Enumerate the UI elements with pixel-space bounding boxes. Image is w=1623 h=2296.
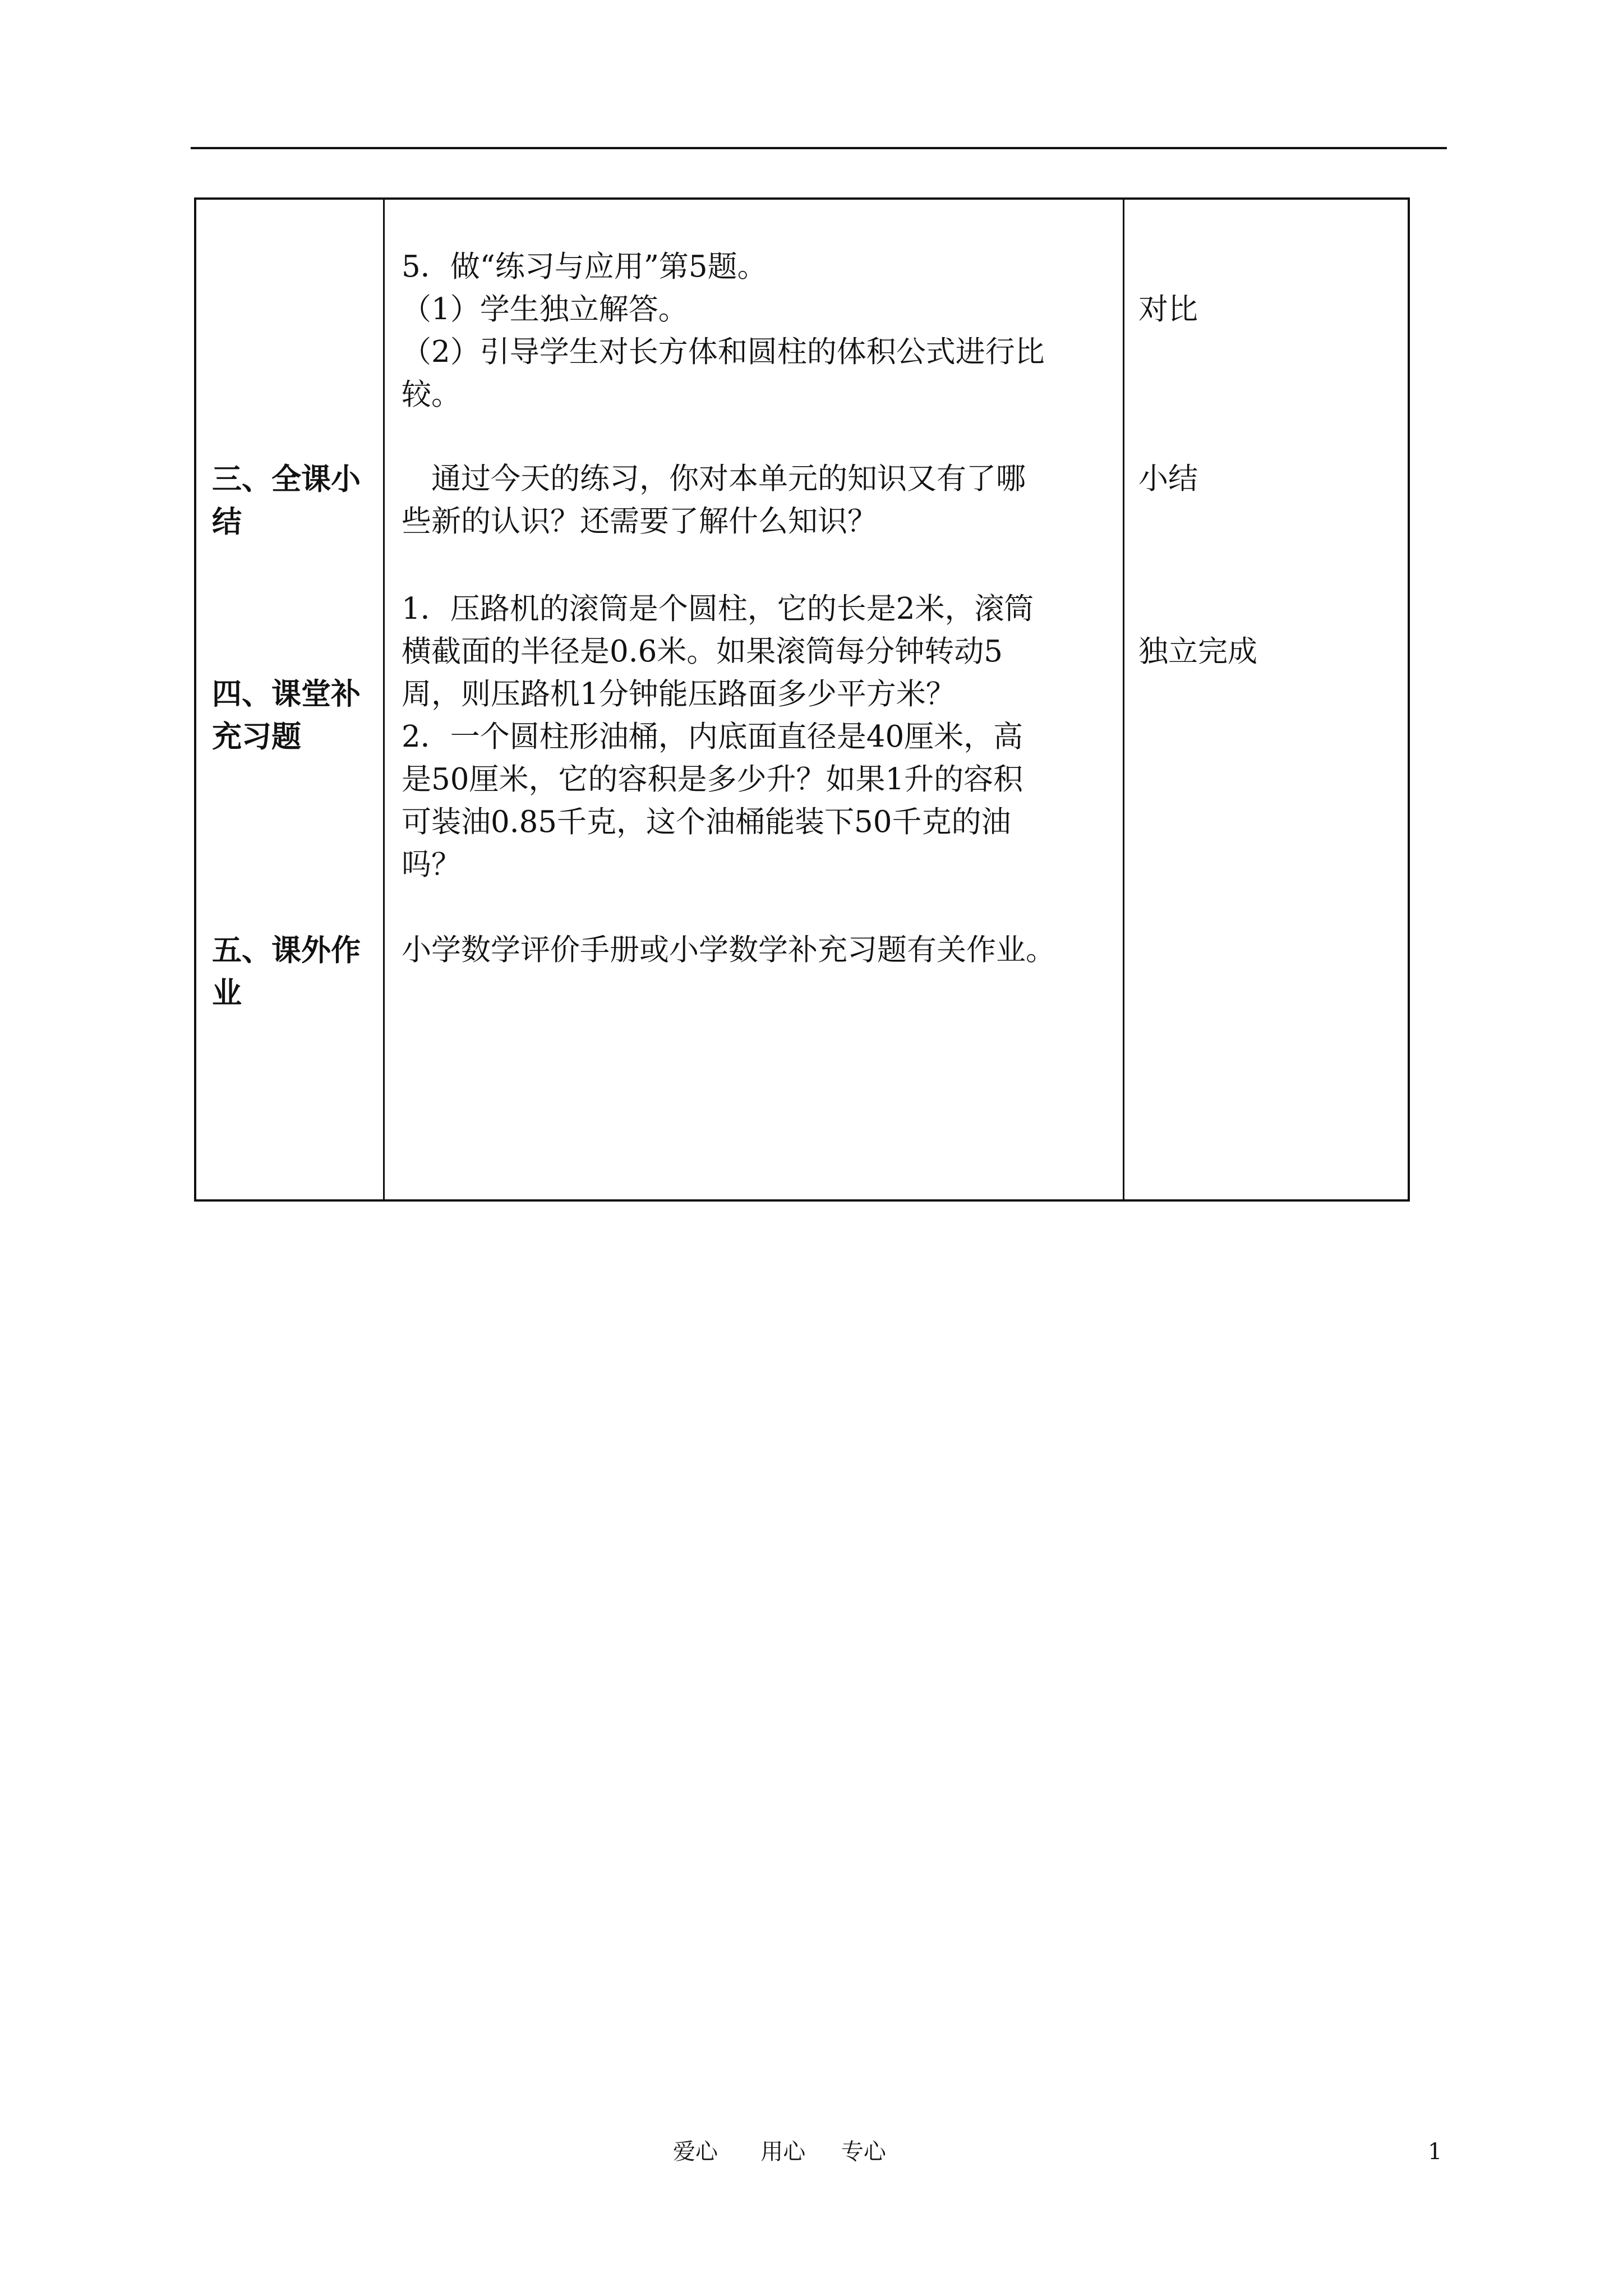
homework-stage-line-1: 五、课外作 — [212, 933, 361, 968]
exercises-stage-line-2: 充习题 — [212, 719, 301, 754]
practice-line-1: 5．做“练习与应用”第5题。 — [402, 250, 767, 284]
homework-stage-line-2: 业 — [212, 976, 242, 1010]
practice-line-3: （2）引导学生对长方体和圆柱的体积公式进行比 — [402, 335, 1045, 369]
exercises-line-7: 吗？ — [402, 848, 461, 882]
column-divider-note — [1123, 200, 1124, 1199]
summary-line-1: 通过今天的练习，你对本单元的知识又有了哪 — [402, 462, 1026, 496]
summary-stage-line-2: 结 — [212, 504, 242, 539]
exercises-line-2: 横截面的半径是0.6米。如果滚筒每分钟转动5 — [402, 634, 1003, 669]
footer-motto: 爱心 用心 专心 — [673, 2139, 886, 2165]
summary-stage-line-1: 三、全课小 — [212, 462, 361, 496]
practice-note: 对比 — [1138, 292, 1198, 326]
exercises-line-6: 可装油0.85千克，这个油桶能装下50千克的油 — [402, 805, 1011, 839]
homework-line-1: 小学数学评价手册或小学数学补充习题有关作业。 — [402, 933, 1055, 967]
practice-line-2: （1）学生独立解答。 — [402, 292, 688, 326]
exercises-line-1: 1．压路机的滚筒是个圆柱，它的长是2米，滚筒 — [402, 592, 1034, 626]
lesson-plan-table — [194, 197, 1410, 1202]
column-divider-stage — [383, 200, 385, 1199]
page-number: 1 — [1428, 2139, 1442, 2165]
summary-note: 小结 — [1138, 462, 1198, 496]
exercises-stage-line-1: 四、课堂补 — [212, 677, 361, 711]
summary-line-2: 些新的认识？还需要了解什么知识？ — [402, 504, 877, 539]
practice-line-4: 较。 — [402, 378, 461, 412]
exercises-note: 独立完成 — [1138, 634, 1257, 669]
exercises-line-5: 是50厘米，它的容积是多少升？如果1升的容积 — [402, 762, 1023, 797]
exercises-line-4: 2．一个圆柱形油桶，内底面直径是40厘米，高 — [402, 720, 1023, 754]
exercises-line-3: 周，则压路机1分钟能压路面多少平方米？ — [402, 677, 956, 711]
header-rule — [191, 147, 1447, 149]
